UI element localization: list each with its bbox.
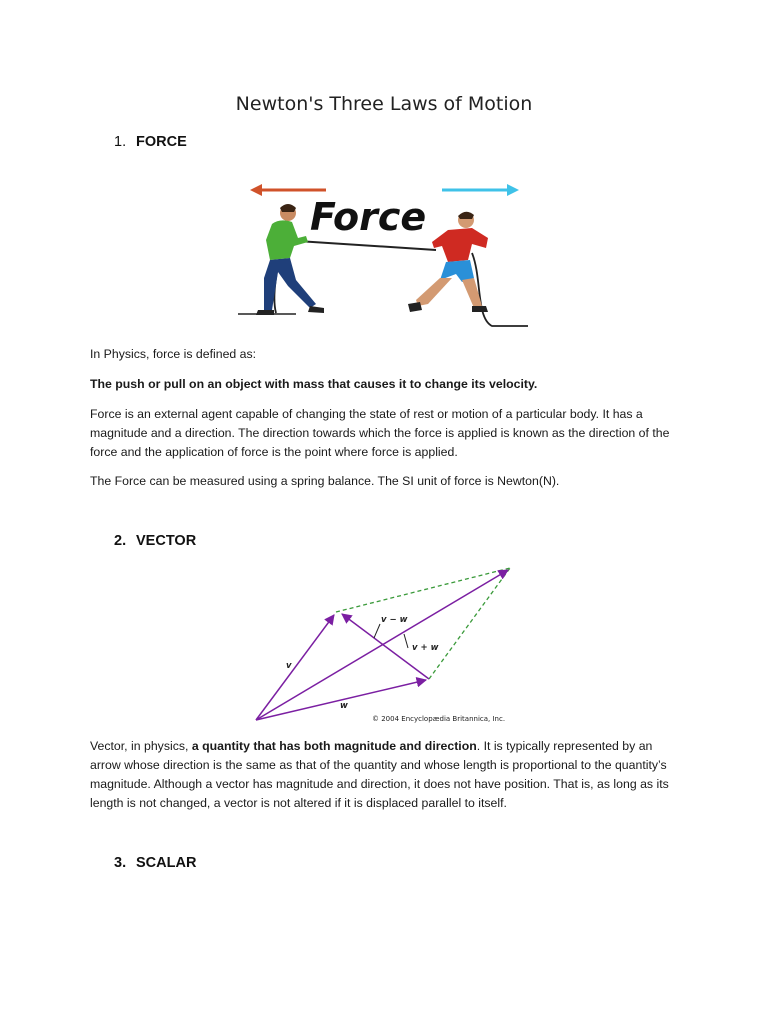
force-definition: The push or pull on an object with mass that causes it to change its velocity. [90,377,538,391]
section-heading-force [114,134,187,150]
right-arrow-icon [442,184,519,196]
force-measure: The Force can be measured using a spring balance. The SI unit of force is Newton(N). [90,474,560,488]
section-title: VECTOR [136,533,197,549]
label-v: v [286,661,292,671]
tug-of-war-illustration [236,178,532,332]
figure-credit: © 2004 Encyclopædia Britannica, Inc. [372,715,506,723]
section-title: FORCE [136,134,187,150]
label-v-minus-w: v − w [381,615,408,625]
section-number: 3. [114,855,127,871]
vector-body [90,737,680,813]
force-word: Force [310,195,427,239]
force-intro: In Physics, force is defined as: [90,347,257,361]
label-v-plus-w: v + w [412,643,439,653]
vector-diagram [248,562,524,726]
section-heading-scalar [114,855,196,871]
force-body: Force is an external agent capable of changing the state of rest or motion of a particular body. It has a magnitude and a direction. The direction towards which the force is applied is known as the direction of the force and the application of force is the point where force is applied. [90,407,670,459]
vector-text-before: Vector, in physics, [90,739,192,753]
vector-text-after: . It is typically represented by an arrow whose direction is the same as that of the quantity and whose length is proportional to the quantity’s magnitude. Although a vector has magnitude and direction, it does not have position. That is, as long as its length is not changed, a vector is not altered if it is displaced parallel to itself. [90,739,669,810]
section-heading-vector [114,533,196,549]
vector-v-plus-w-arrow [256,570,508,720]
label-w: w [340,701,348,711]
section-title: SCALAR [136,855,197,871]
section-number: 2. [114,533,127,549]
section-number: 1. [114,134,127,150]
page-title: Newton's Three Laws of Motion [235,93,533,115]
vector-text-bold: a quantity that has both magnitude and direction [191,739,477,753]
